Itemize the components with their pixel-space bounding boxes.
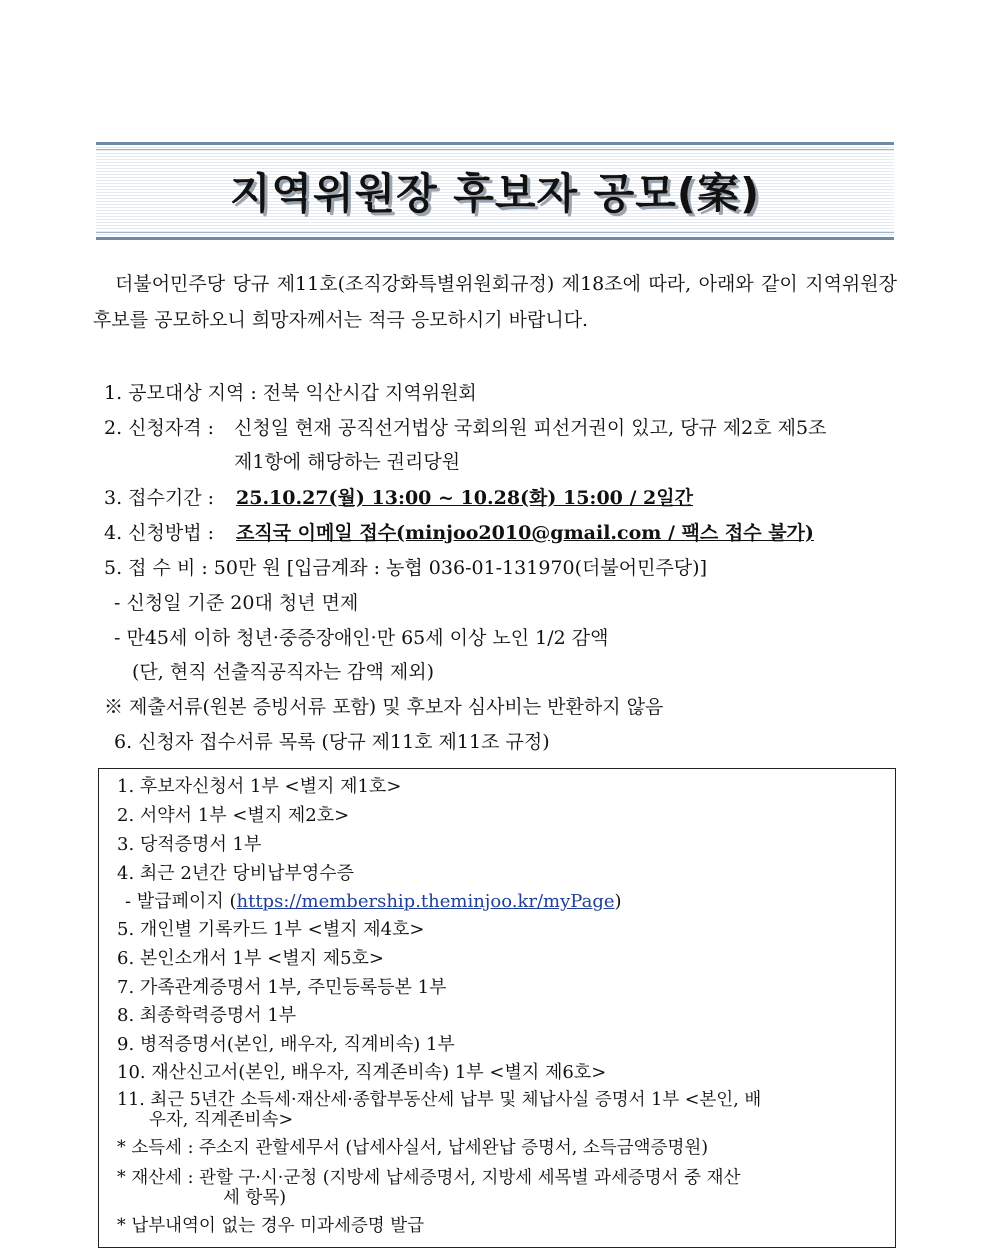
doc-item: 7. 가족관계증명서 1부, 주민등록등본 1부 [117,977,447,998]
doc-item: 3. 당적증명서 1부 [117,834,262,855]
refund-note: ※ 제출서류(원본 증빙서류 포함) 및 후보자 심사비는 반환하지 않음 [104,696,664,718]
doc-item: 5. 개인별 기록카드 1부 <별지 제4호> [117,919,425,940]
intro-paragraph: 더불어민주당 당규 제11호(조직강화특별위원회규정) 제18조에 따라, 아래와 같이 지역위원장 후보를 공모하오니 희망자께서는 적극 응모하시기 바랍니다. [93,273,897,331]
item-documents-heading: 6. 신청자 접수서류 목록 (당규 제11호 제11조 규정) [114,731,550,753]
doc-item: 10. 재산신고서(본인, 배우자, 직계존비속) 1부 <별지 제6호> [117,1062,607,1083]
membership-link[interactable]: https://membership.theminjoo.kr/myPage [236,891,615,912]
doc-item-cont: 우자, 직계존비속> [149,1110,294,1130]
item-eligibility-text-cont: 제1항에 해당하는 권리당원 [234,451,461,473]
documents-box [98,768,896,1248]
item-period-value: 25.10.27(월) 13:00 ~ 10.28(화) 15:00 / 2일간 [236,487,693,509]
doc-link-suffix: ) [614,891,622,912]
doc-note: * 납부내역이 없는 경우 미과세증명 발급 [117,1216,425,1236]
doc-item: 8. 최종학력증명서 1부 [117,1005,297,1026]
page-title: 지역위원장 후보자 공모(案) [229,169,761,218]
doc-item: 1. 후보자신청서 1부 <별지 제1호> [117,776,402,797]
doc-item: 9. 병적증명서(본인, 배우자, 직계비속) 1부 [117,1034,455,1055]
item-method-label: 4. 신청방법 : [104,522,215,544]
item-fee-reduction: - 만45세 이하 청년·중증장애인·만 65세 이상 노인 1/2 감액 [114,627,609,649]
item-fee-exemption: - 신청일 기준 20대 청년 면제 [114,592,359,614]
doc-subitem [125,887,622,913]
doc-item: 11. 최근 5년간 소득세·재산세·종합부동산세 납부 및 체납사실 증명서 1부 <본인, 배 [117,1090,762,1110]
doc-note: * 재산세 : 관할 구·시·군청 (지방세 납세증명서, 지방세 세목별 과세증명서 중 재산 [117,1168,741,1188]
doc-item: 2. 서약서 1부 <별지 제2호> [117,805,350,826]
doc-link-prefix: - 발급페이지 ( [125,891,237,912]
item-eligibility-label: 2. 신청자격 : [104,417,215,439]
item-fee-reduction-note: (단, 현직 선출직공직자는 감액 제외) [132,661,434,683]
doc-item: 4. 최근 2년간 당비납부영수증 [117,863,355,884]
doc-item: 6. 본인소개서 1부 <별지 제5호> [117,948,385,969]
item-eligibility-text: 신청일 현재 공직선거법상 국회의원 피선거권이 있고, 당규 제2호 제5조 [234,417,827,439]
item-fee: 5. 접 수 비 : 50만 원 [입금계좌 : 농협 036-01-131970(더불어민주당)] [104,557,707,579]
item-period-label: 3. 접수기간 : [104,487,215,509]
item-method-value: 조직국 이메일 접수(minjoo2010@gmail.com / 팩스 접수 불가) [236,522,814,544]
title-banner [96,142,894,240]
doc-note-cont: 세 항목) [223,1188,287,1208]
item-target-region: 1. 공모대상 지역 : 전북 익산시갑 지역위원회 [104,382,477,404]
doc-note: * 소득세 : 주소지 관할세무서 (납세사실서, 납세완납 증명서, 소득금액증명원) [117,1138,709,1158]
